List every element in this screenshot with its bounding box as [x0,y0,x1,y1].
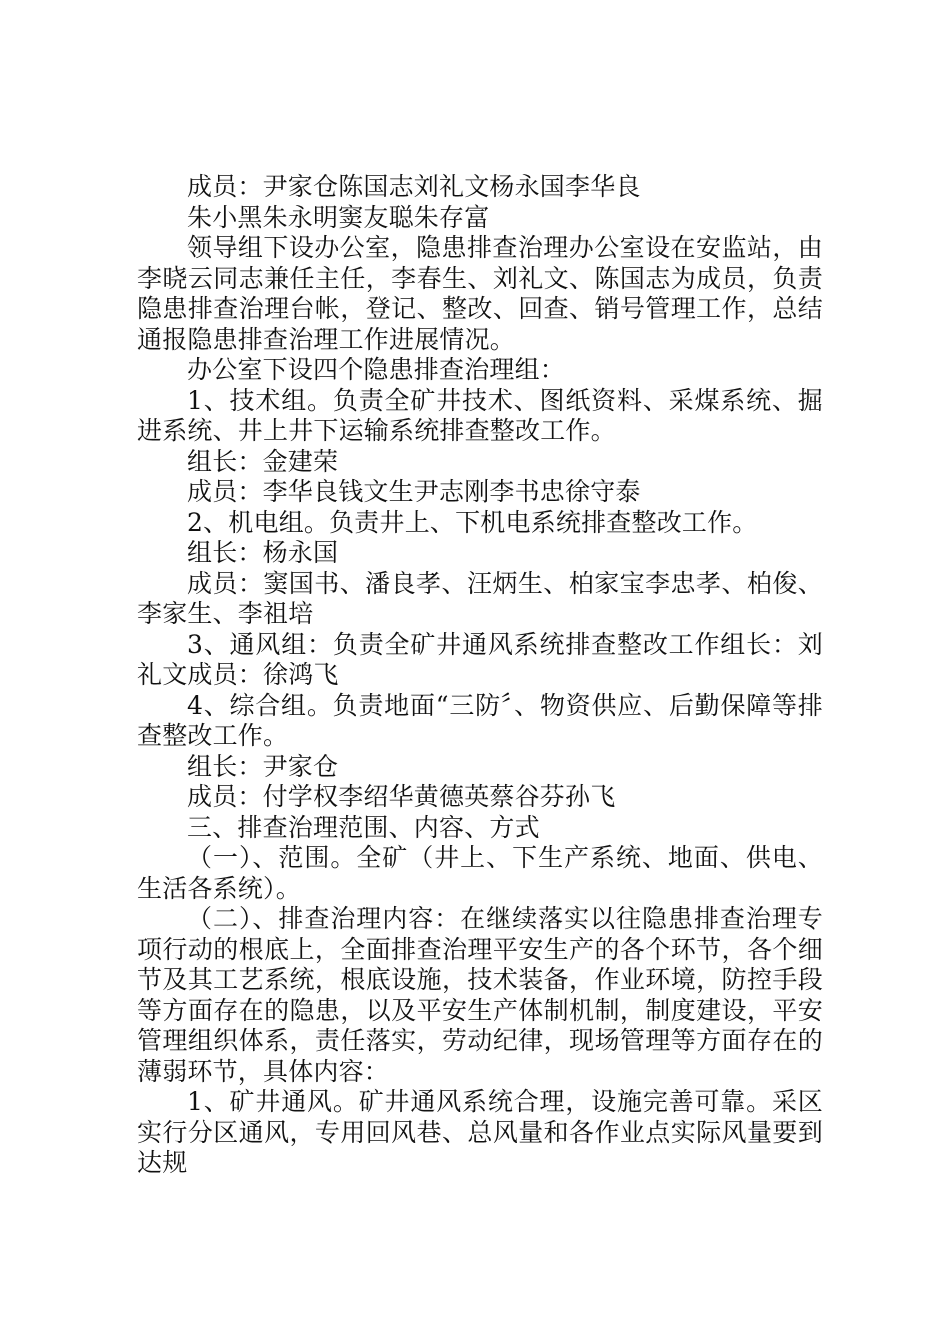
paragraph-general-leader: 组长：尹家仓 [187,751,339,781]
paragraph-members-leadership: 成员：尹家仓陈国志刘礼文杨永国李华良 [187,172,641,201]
section-heading-scope: 三、排查治理范围、内容、方式 [187,812,540,842]
paragraph-content: （二）、排查治理内容：在继续落实以往隐患排查治理专项行动的根底上，全面排查治理平安生产的各个环节，各个细节及其工艺系统，根底设施，技术装备，作业环境，防控手段等方面存在的隐患，以及平安生产体制机制，制度建设，平安管理组织体系，责任落实，劳动纪律，现场管理等方面存在的薄弱环节，具体内容： [137,904,823,1086]
paragraph-general-group: 4、综合组。负责地面“三防〞、物资供应、后勤保障等排查整改工作。 [137,690,823,750]
paragraph-electro-leader: 组长：杨永国 [187,538,339,567]
paragraph-general-members: 成员：付学权李绍华黄德英蔡谷芬孙飞 [187,782,616,811]
paragraph-electro-group: 2、机电组。负责井上、下机电系统排查整改工作。 [187,507,758,537]
document-body [137,172,823,1179]
paragraph-members-continued: 朱小黑朱永明窦友聪朱存富 [187,202,490,232]
paragraph-mine-ventilation: 1、矿井通风。矿井通风系统合理，设施完善可靠。采区实行分区通风，专用回风巷、总风量和各作业点实际风量要到达规 [137,1087,823,1177]
paragraph-scope: （一）、范围。全矿（井上、下生产系统、地面、供电、生活各系统）。 [137,843,823,903]
paragraph-tech-leader: 组长：金建荣 [187,446,339,476]
paragraph-tech-group: 1、技术组。负责全矿井技术、图纸资料、采煤系统、掘进系统、井上井下运输系统排查整改工作。 [137,385,823,445]
paragraph-electro-members: 成员：窦国书、潘良孝、汪炳生、柏家宝李忠孝、柏俊、李家生、李祖培 [137,568,823,628]
paragraph-office-setup: 领导组下设办公室，隐患排查治理办公室设在安监站，由李晓云同志兼任主任，李春生、刘礼文、陈国志为成员，负责隐患排查治理台帐，登记、整改、回查、销号管理工作，总结通报隐患排查治理工作进展情况。 [137,233,823,354]
paragraph-tech-members: 成员：李华良钱文生尹志刚李书忠徐守泰 [187,477,641,506]
paragraph-ventilation-group: 3、通风组：负责全矿井通风系统排查整改工作组长：刘礼文成员：徐鸿飞 [137,629,823,689]
paragraph-groups-intro: 办公室下设四个隐患排查治理组： [187,355,566,384]
